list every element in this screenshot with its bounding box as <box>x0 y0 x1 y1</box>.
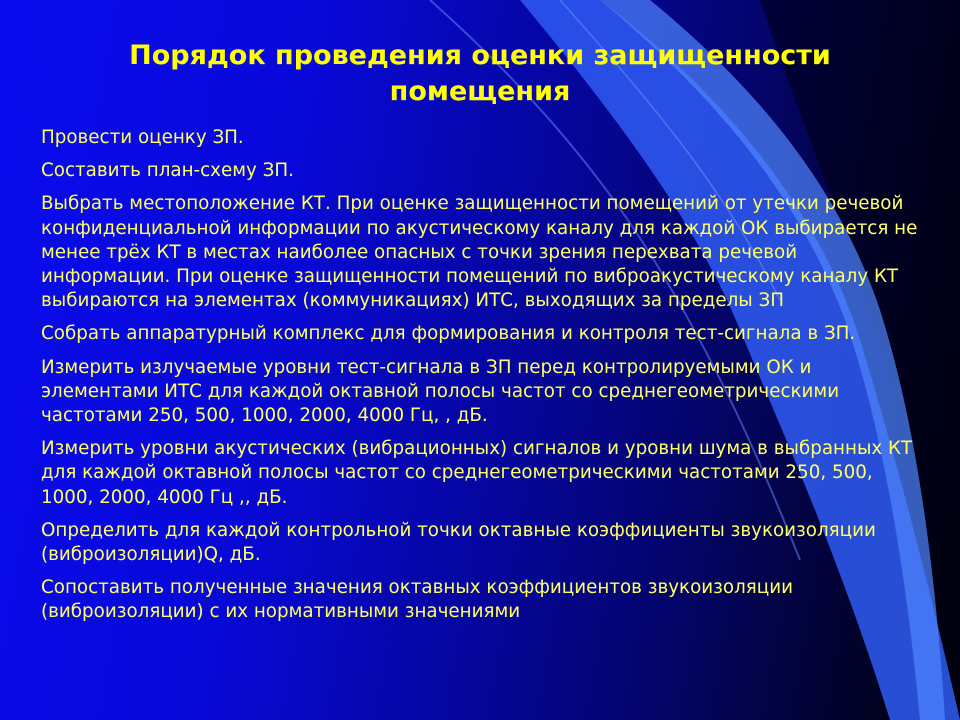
procedure-item: Измерить излучаемые уровни тест-сигнала в ЗП перед контролируемыми ОК и элементами ИТС для каждой октавной полосы частот со среднегеометрическими частотами 250, 500, 1000, 2000, 4000 Гц, , дБ. <box>41 356 840 427</box>
procedure-list <box>41 126 926 634</box>
procedure-item: Провести оценку ЗП. <box>41 127 244 148</box>
slide-title: Порядок проведения оценки защищенности помещения <box>129 40 831 107</box>
procedure-item: Составить план-схему ЗП. <box>41 160 294 182</box>
procedure-item: Сопоставить полученные значения октавных коэффициентов звукоизоляции (виброизоляции) с их нормативными значениями <box>41 577 793 623</box>
procedure-item: Выбрать местоположение КТ. При оценке защищенности помещений от утечки речевой конфиденциальной информации по акустическому каналу для каждой ОК выбирается не менее трёх КТ в местах наиболее опасных с точки зрения перехвата речевой информации. При оценке защищенности помещений по виброакустическому каналу КТ выбираются на элементах (коммуникациях) ИТС, выходящих за пределы ЗП <box>41 193 918 312</box>
procedure-item: Собрать аппаратурный комплекс для формирования и контроля тест-сигнала в ЗП. <box>41 323 856 345</box>
procedure-item: Определить для каждой контрольной точки октавные коэффициенты звукоизоляции (виброизоляции)Q, дБ. <box>41 519 876 566</box>
procedure-item: Измерить уровни акустических (вибрационных) сигналов и уровни шума в выбранных КТ для каждой октавной полосы частот со среднегеометрическими частотами 250, 500, 1000, 2000, 4000 Гц ,, дБ. <box>41 438 913 508</box>
